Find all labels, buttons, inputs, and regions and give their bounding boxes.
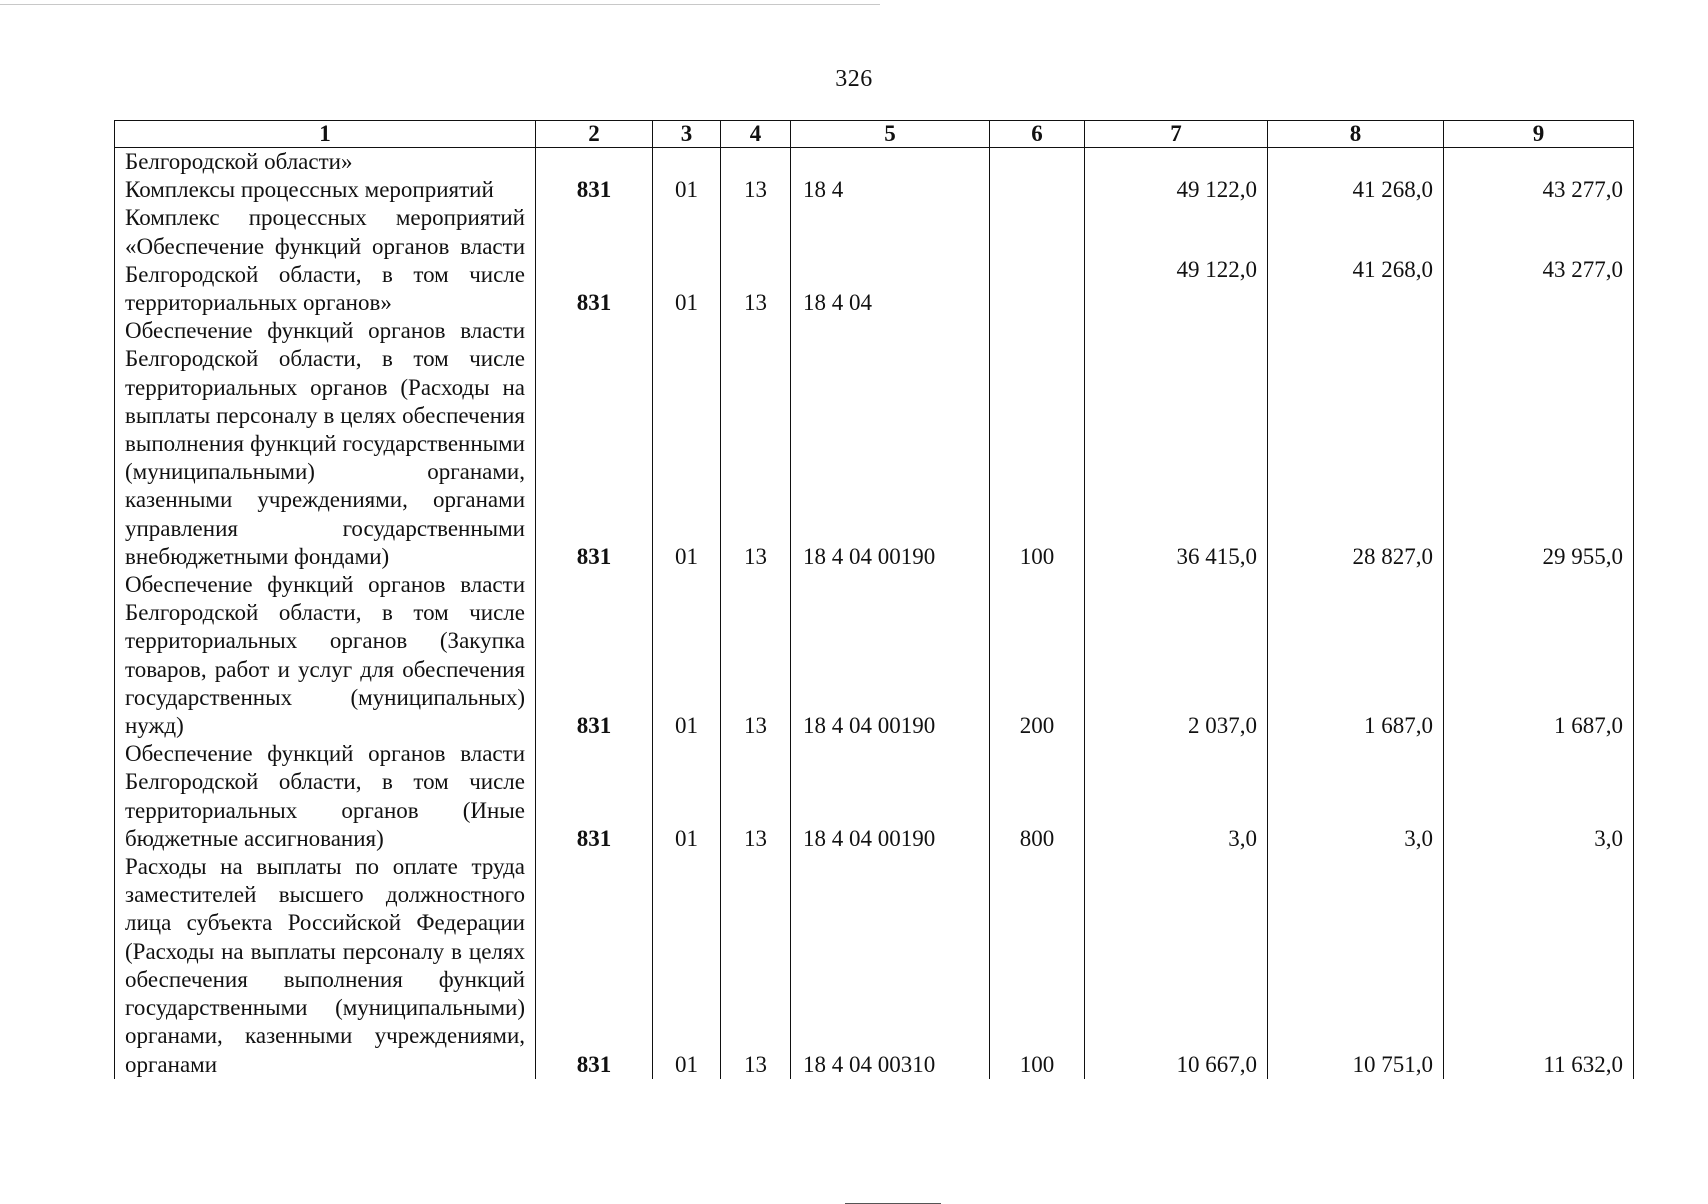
header-cell: 4 [721,121,791,148]
cell-csr: 18 4 04 00190 [791,317,990,571]
table-row [115,740,1634,853]
cell-v9 [1444,148,1634,177]
cell-v9: 29 955,0 [1444,317,1634,571]
row-name: Обеспечение функций органов власти Белгородской области, в том числе территориальных органов (Расходы на выплаты персоналу в целях обеспечения выполнения функций государственными (муниципальными) органами, казенными учреждениями, органами управления государственными внебюджетными фондами) [115,317,536,571]
cell-gl: 831 [536,853,653,1079]
cell-v7 [1085,148,1268,177]
cell-gl: 831 [536,740,653,853]
table-row [115,176,1634,204]
header-cell: 1 [115,121,536,148]
table-row [115,853,1634,1079]
cell-pr: 13 [721,853,791,1079]
table-row [115,204,1634,317]
cell-rz: 01 [653,853,721,1079]
cell-csr: 18 4 04 00310 [791,853,990,1079]
table-row [115,148,1634,177]
cell-pr: 13 [721,176,791,204]
header-cell: 9 [1444,121,1634,148]
cell-pr: 13 [721,317,791,571]
cell-v8: 41 268,0 [1268,176,1444,204]
cell-v7: 10 667,0 [1085,853,1268,1079]
header-cell: 2 [536,121,653,148]
cell-v9: 43 277,0 [1444,176,1634,204]
cell-csr: 18 4 04 [791,204,990,317]
cell-pr [721,148,791,177]
table-row [115,317,1634,571]
cell-rz: 01 [653,571,721,740]
cell-v9: 11 632,0 [1444,853,1634,1079]
cell-vr: 100 [990,317,1085,571]
cell-rz: 01 [653,740,721,853]
cell-gl: 831 [536,317,653,571]
cell-rz [653,148,721,177]
cell-v7: 36 415,0 [1085,317,1268,571]
cell-vr: 200 [990,571,1085,740]
cell-csr: 18 4 04 00190 [791,740,990,853]
cell-csr: 18 4 [791,176,990,204]
cell-csr: 18 4 04 00190 [791,571,990,740]
cell-gl [536,148,653,177]
row-name: Комплекс процессных мероприятий «Обеспечение функций органов власти Белгородской области, в том числе территориальных органов» [115,204,536,317]
cell-rz: 01 [653,176,721,204]
header-row [115,121,1634,148]
cell-v8: 28 827,0 [1268,317,1444,571]
cell-vr: 100 [990,853,1085,1079]
cell-v7: 49 122,0 [1085,204,1268,317]
cell-v8: 1 687,0 [1268,571,1444,740]
budget-table [114,120,1634,1079]
cell-v8: 3,0 [1268,740,1444,853]
cell-vr: 800 [990,740,1085,853]
cell-vr [990,204,1085,317]
scan-edge-line [0,4,880,5]
cell-v9: 1 687,0 [1444,571,1634,740]
table-row [115,571,1634,740]
cell-v7: 2 037,0 [1085,571,1268,740]
cell-v7: 3,0 [1085,740,1268,853]
cell-vr [990,148,1085,177]
cell-pr: 13 [721,740,791,853]
row-name: Комплексы процессных мероприятий [115,176,536,204]
cell-v9: 3,0 [1444,740,1634,853]
cell-v8 [1268,148,1444,177]
cell-v8: 41 268,0 [1268,204,1444,317]
cell-csr [791,148,990,177]
cell-gl: 831 [536,571,653,740]
header-cell: 8 [1268,121,1444,148]
row-name: Обеспечение функций органов власти Белгородской области, в том числе территориальных органов (Закупка товаров, работ и услуг для обеспечения государственных (муниципальных) нужд) [115,571,536,740]
header-cell: 3 [653,121,721,148]
cell-pr: 13 [721,571,791,740]
cell-v9: 43 277,0 [1444,204,1634,317]
cell-rz: 01 [653,204,721,317]
row-name: Обеспечение функций органов власти Белгородской области, в том числе территориальных органов (Иные бюджетные ассигнования) [115,740,536,853]
header-cell: 6 [990,121,1085,148]
row-name: Расходы на выплаты по оплате труда заместителей высшего должностного лица субъекта Российской Федерации (Расходы на выплаты персоналу в целях обеспечения выполнения функций государственными (муниципальными) органами, казенными учреждениями, органами [115,853,536,1079]
row-name: Белгородской области» [115,148,536,177]
header-cell: 5 [791,121,990,148]
cell-rz: 01 [653,317,721,571]
cell-gl: 831 [536,204,653,317]
page-number: 326 [835,66,873,92]
cell-v7: 49 122,0 [1085,176,1268,204]
header-cell: 7 [1085,121,1268,148]
cell-vr [990,176,1085,204]
cell-pr: 13 [721,204,791,317]
cell-gl: 831 [536,176,653,204]
cell-v8: 10 751,0 [1268,853,1444,1079]
